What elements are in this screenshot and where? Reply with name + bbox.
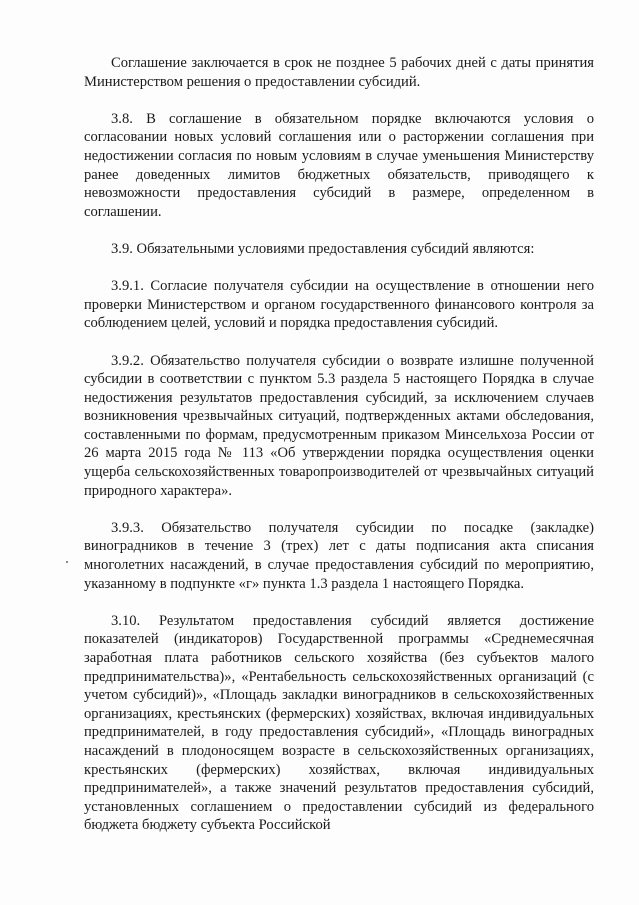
paragraph-3-9-3: 3.9.3. Обязательство получателя субсидии по посадке (закладке) виноградников в течение 3 (трех) лет с даты подписания акта списания многолетних насаждений, в случае предоставления субсидий по мероприятию, указанному в подпункте «г» пункта 1.3 раздела 1 настоящего Порядка.: [84, 519, 594, 592]
paragraph-agreement-term: Соглашение заключается в срок не позднее 5 рабочих дней с даты принятия Министерством решения о предоставлении субсидий.: [84, 55, 594, 90]
document-body: [84, 54, 594, 835]
paragraph-3-10: 3.10. Результатом предоставления субсидий является достижение показателей (индикаторов) Государственной программы «Среднемесячная заработная плата работников сельского хозяйства (без субъектов малого предпринимательства)», «Рентабельность сельскохозяйственных организаций (с учетом субсидий)», «Площадь закладки виноградников в сельскохозяйственных организациях, крестьянских (фермерских) хозяйствах, включая индивидуальных предпринимателей, в году предоставления субсидий», «Площадь виноградных насаждений в плодоносящем возрасте в сельскохозяйственных организациях, крестьянских (фермерских) хозяйствах, включая индивидуальных предпринимателей», а также значений результатов предоставления субсидий, установленных соглашением о предоставлении субсидий из федерального бюджета бюджету субъекта Российской: [84, 612, 594, 834]
paragraph-3-9-1: 3.9.1. Согласие получателя субсидии на осуществление в отношении него проверки Министерством и органом государственного финансового контроля за соблюдением целей, условий и порядка предоставления субсидий.: [84, 278, 594, 332]
scan-speck: [66, 561, 68, 563]
paragraph-3-9: 3.9. Обязательными условиями предоставления субсидий являются:: [111, 240, 535, 257]
paragraph-3-8: 3.8. В соглашение в обязательном порядке включаются условия о согласовании новых условий соглашения или о расторжении соглашения при недостижении согласия по новым условиям в случае уменьшения Министерству ранее доведенных лимитов бюджетных обязательств, приводящего к невозможности предоставления субсидий в размере, определенном в соглашении.: [84, 110, 594, 220]
paragraph-3-9-2: 3.9.2. Обязательство получателя субсидии о возврате излишне полученной субсидии в соответствии с пунктом 5.3 раздела 5 настоящего Порядка в случае недостижения результатов предоставления субсидий, за исключением случаев возникновения чрезвычайных ситуаций, подтвержденных актами обследования, составленными по формам, предусмотренным приказом Минсельхоза России от 26 марта 2015 года № 113 «Об утверждении порядка осуществления оценки ущерба сельскохозяйственных товаропроизводителей от чрезвычайных ситуаций природного характера».: [84, 352, 594, 499]
